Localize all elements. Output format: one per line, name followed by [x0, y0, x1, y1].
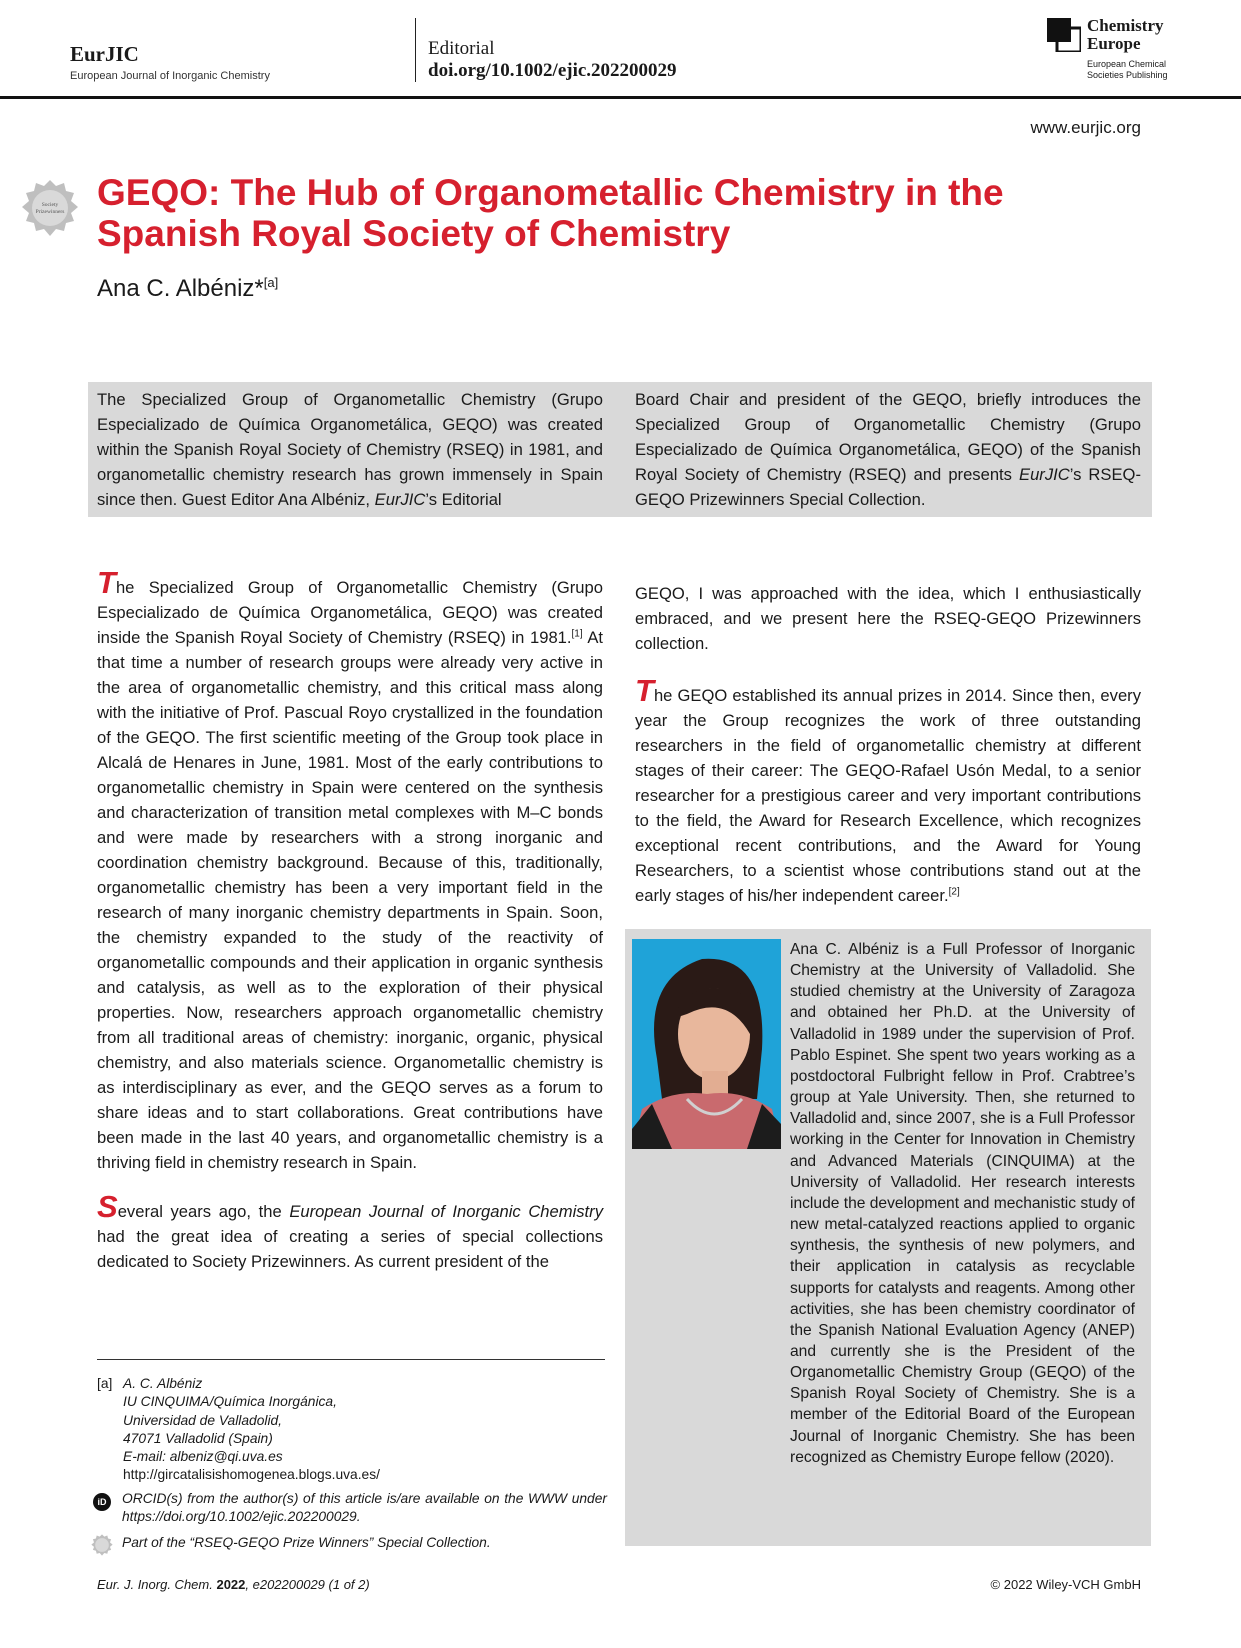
drop-cap: T [97, 565, 116, 600]
badge-line1: Society [41, 202, 59, 208]
footer-journal: Eur. J. Inorg. Chem. [97, 1577, 213, 1592]
p1-text-a: he Specialized Group of Organometallic Chemistry (Grupo Especializado de Química Organometálica, GEQO) was created inside the Spanish Royal Society of Chemistry (RSEQ) in 1981. [97, 578, 603, 647]
author-photo [632, 939, 781, 1149]
abstract-left-text: The Specialized Group of Organometallic Chemistry (Grupo Especializado de Química Organometálica, GEQO) was created within the Spanish Royal Society of Chemistry (RSEQ) in 1981, and organometallic chemistry research has grown immensely in Spain since then. Guest Editor Ana Albéniz, [97, 390, 603, 509]
footer-citation [97, 1577, 370, 1592]
footnote-label: [a] [97, 1376, 113, 1391]
footnote-email[interactable]: E-mail: albeniz@qi.uva.es [123, 1449, 283, 1465]
body-right-column [635, 581, 1141, 908]
orcid-icon: iD [93, 1493, 111, 1511]
special-collection-note: Part of the “RSEQ-GEQO Prize Winners” Special Collection. [122, 1535, 491, 1550]
footer-copyright: © 2022 Wiley-VCH GmbH [990, 1577, 1141, 1592]
journal-name: EurJIC [70, 42, 139, 66]
footnote-line1: IU CINQUIMA/Química Inorgánica, [123, 1394, 337, 1410]
special-collection-badge-icon [91, 1534, 113, 1556]
footnote-line3: 47071 Valladolid (Spain) [123, 1430, 273, 1446]
brand-subtitle [1087, 59, 1168, 81]
article-doi[interactable]: doi.org/10.1002/ejic.202200029 [428, 60, 677, 81]
footer-year: 2022 [216, 1577, 246, 1592]
brand-sub-line2: Societies Publishing [1087, 70, 1168, 80]
drop-cap: T [635, 673, 654, 708]
journal-website-link[interactable]: www.eurjic.org [1030, 118, 1141, 137]
abstract-right-italic: EurJIC [1019, 465, 1070, 484]
p2-journal-italic: European Journal of Inorganic Chemistry [289, 1202, 603, 1221]
body-paragraph-2 [97, 1189, 603, 1274]
body-paragraph-3: GEQO, I was approached with the idea, which I enthusiastically embraced, and we present here the RSEQ-GEQO Prizewinners collection. [635, 584, 1141, 653]
body-paragraph-1 [97, 565, 604, 1175]
journal-subtitle: European Journal of Inorganic Chemistry [70, 70, 270, 82]
p2-text-b: had the great idea of creating a series of special collections dedicated to Society Prizewinners. As current president of the [97, 1227, 603, 1271]
body-paragraph-4 [635, 673, 1141, 908]
p4-text-a: he GEQO established its annual prizes in 2014. Since then, every year the Group recognizes the work of three outstanding researchers in the field of organometallic chemistry at different stages of their career: The GEQO-Rafael Usón Medal, to a senior researcher for a prestigious career and very important contributions to the field, the Award for Research Excellence, which recognizes exceptional recent contributions, and the Award for Young Researchers, to a scientist whose contributions stand out at the early stages of his/her independent career. [635, 686, 1141, 905]
footer-article-id: , e202200029 (1 of 2) [245, 1577, 370, 1592]
society-prizewinners-badge-icon [21, 179, 79, 237]
badge-line2: Prizewinners [35, 209, 65, 215]
footnote-line2: Universidad de Valladolid, [123, 1412, 283, 1428]
header-rule [0, 96, 1241, 99]
abstract-right-column [635, 387, 1141, 512]
orcid-note[interactable]: ORCID(s) from the author(s) of this article is/are available on the WWW under https://doi.org/10.1002/ejic.202200029. [122, 1491, 607, 1525]
header-divider [415, 18, 416, 82]
brand-name-line1: Chemistry [1087, 16, 1164, 35]
author-line [97, 275, 278, 303]
chemistry-europe-logo-icon [1047, 18, 1081, 52]
p2-text-a: everal years ago, the [117, 1202, 290, 1221]
abstract-right-tail: ’s RSEQ-GEQO Prizewinners Special Collection. [635, 465, 1141, 509]
footnote-author: A. C. Albéniz [123, 1376, 203, 1391]
brand-name-line2: Europe [1087, 34, 1141, 53]
author-affiliation-mark: [a] [263, 275, 279, 290]
abstract-left-tail: ’s Editorial [425, 490, 502, 509]
article-title: GEQO: The Hub of Organometallic Chemistry in the Spanish Royal Society of Chemistry [97, 172, 1004, 254]
brand-name [1087, 17, 1163, 53]
author-portrait-icon [632, 939, 781, 1149]
author-name: Ana C. Albéniz* [97, 275, 264, 302]
brand-sub-line1: European Chemical [1087, 59, 1167, 69]
reference-link-1[interactable]: [1] [571, 628, 583, 640]
footnote-url[interactable]: http://gircatalisishomogenea.blogs.uva.es/ [123, 1467, 380, 1483]
abstract-left-italic: EurJIC [374, 490, 426, 509]
article-type: Editorial [428, 38, 495, 59]
abstract-right-text: Board Chair and president of the GEQO, briefly introduces the Specialized Group of Organometallic Chemistry (Grupo Especializado de Química Organometálica, GEQO) of the Spanish Royal Society of Chemistry (RSEQ) and presents [635, 390, 1141, 484]
footnote-rule [97, 1359, 605, 1360]
author-bio-text: Ana C. Albéniz is a Full Professor of Inorganic Chemistry at the University of Valladolid. She studied chemistry at the University of Zaragoza and obtained her Ph.D. at the University of Valladolid in 1989 under the supervision of Prof. Pablo Espinet. She spent two years working as a postdoctoral Fulbright fellow in Prof. Crabtree’s group at Yale University. Then, she returned to Valladolid and, since 2007, she is a Full Professor working in the Center for Innovation in Chemistry and Advanced Materials (CINQUIMA) at the University of Valladolid. Her research interests include the development and mechanistic study of new metal-catalyzed reactions applied to organic synthesis, the synthesis of new polymers, and their application in catalysis as recyclable supports for catalysts and reagents. Among other activities, she has been chemistry coordinator of the Spanish National Evaluation Agency (ANEP) and currently she is the President of the Organometallic Chemistry Group (GEQO) of the Spanish Royal Society of Chemistry. She is a member of the Editorial Board of the European Journal of Inorganic Chemistry. She has been recognized as Chemistry Europe fellow (2020). [790, 941, 1136, 1466]
reference-link-2[interactable]: [2] [948, 886, 960, 898]
drop-cap: S [97, 1189, 118, 1224]
p1-text-b: At that time a number of research groups were already very active in the area of organometallic chemistry, and this critical mass along with the initiative of Prof. Pascual Royo crystallized in the foundation of the GEQO. The first scientific meeting of the Group took place in Alcalá de Henares in June, 1981. Most of the early contributions to organometallic chemistry in Spain were centered on the synthesis and characterization of transition metal complexes with M–C bonds and were made by researchers with a strong inorganic and coordination chemistry background. Because of this, traditionally, organometallic chemistry has been a very important field in the research of many inorganic chemistry departments in Spain. Soon, the chemistry expanded to the study of the reactivity of organometallic compounds and their application in organic synthesis and catalysis, as well as to the exploration of their physical properties. Now, researchers approach organometallic chemistry from all traditional areas of chemistry: inorganic, organic, physical chemistry, and also materials science. Organometallic chemistry is as interdisciplinary as ever, and the GEQO serves as a forum to share ideas and to start collaborations. Great contributions have been made in the last 40 years, and organometallic chemistry is a thriving field in chemistry research in Spain. [97, 628, 604, 1172]
abstract-left-column [97, 387, 603, 512]
body-left-column [97, 565, 604, 1274]
